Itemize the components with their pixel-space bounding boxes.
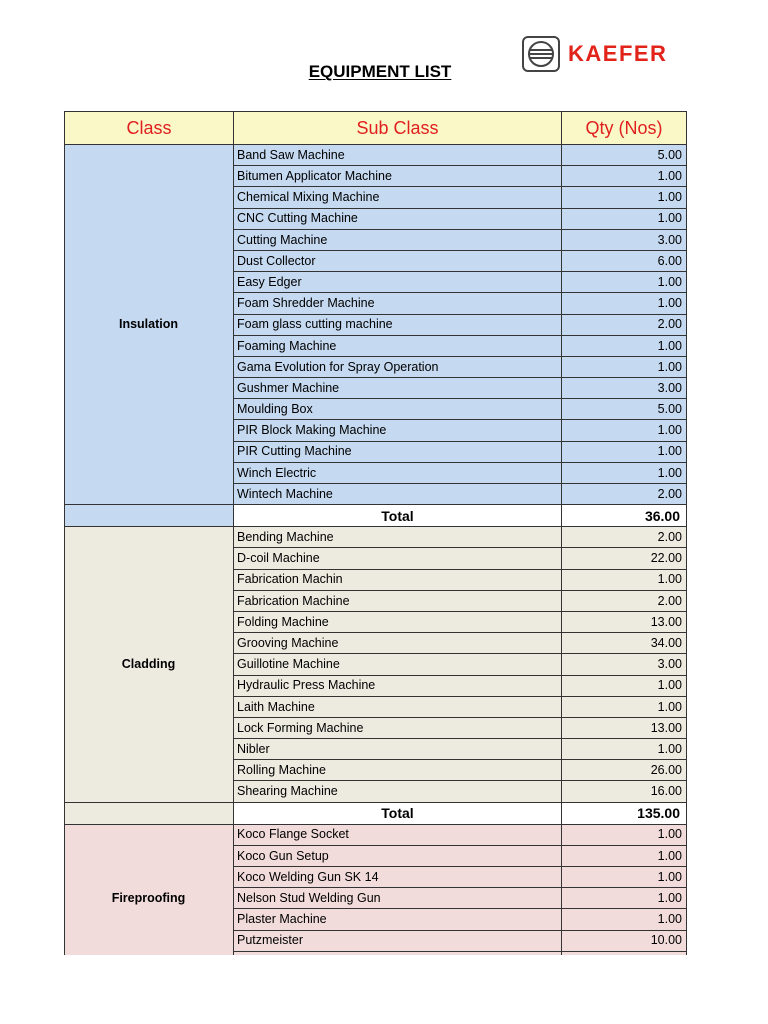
qty-cell: 1.00: [562, 909, 687, 930]
class-cell: Fireproofing: [65, 824, 234, 955]
kaefer-logo-text: KAEFER: [568, 41, 668, 66]
subclass-cell: Bitumen Applicator Machine: [234, 166, 562, 187]
subclass-cell: Rolling Machine: [234, 760, 562, 781]
qty-cell: 10.00: [562, 930, 687, 951]
subclass-cell: Grooving Machine: [234, 633, 562, 654]
qty-cell: 1.00: [562, 441, 687, 462]
subclass-cell: Foam glass cutting machine: [234, 314, 562, 335]
subclass-cell: Plaster Machine: [234, 909, 562, 930]
subclass-cell: Nibler: [234, 739, 562, 760]
subclass-cell: Bending Machine: [234, 527, 562, 548]
subclass-cell: Easy Edger: [234, 272, 562, 293]
qty-cell: 3.00: [562, 229, 687, 250]
qty-cell: 1.00: [562, 335, 687, 356]
qty-cell: 1.00: [562, 187, 687, 208]
subclass-cell: PIR Block Making Machine: [234, 420, 562, 441]
header-qty: Qty (Nos): [562, 112, 687, 145]
total-blank-cell: [65, 505, 234, 527]
qty-cell: 6.00: [562, 250, 687, 271]
header-class: Class: [65, 112, 234, 145]
qty-cell: 5.00: [562, 145, 687, 166]
subclass-cell: Folding Machine: [234, 611, 562, 632]
qty-cell: 1.00: [562, 420, 687, 441]
qty-cell: 5.00: [562, 399, 687, 420]
qty-cell: 1.00: [562, 824, 687, 845]
qty-cell: 16.00: [562, 781, 687, 802]
header-subclass: Sub Class: [234, 112, 562, 145]
subclass-cell: Gama Evolution for Spray Operation: [234, 356, 562, 377]
table-row: [65, 145, 687, 166]
subclass-cell: [234, 951, 562, 955]
qty-cell: 1.00: [562, 569, 687, 590]
subclass-cell: Koco Flange Socket: [234, 824, 562, 845]
qty-cell: 34.00: [562, 633, 687, 654]
total-blank-cell: [65, 802, 234, 824]
subclass-cell: CNC Cutting Machine: [234, 208, 562, 229]
subclass-cell: Winch Electric: [234, 462, 562, 483]
qty-cell: 2.00: [562, 314, 687, 335]
qty-cell: 3.00: [562, 654, 687, 675]
subclass-cell: Shearing Machine: [234, 781, 562, 802]
subclass-cell: Wintech Machine: [234, 484, 562, 505]
subclass-cell: PIR Cutting Machine: [234, 441, 562, 462]
total-row: [65, 802, 687, 824]
subclass-cell: Guillotine Machine: [234, 654, 562, 675]
subclass-cell: Gushmer Machine: [234, 378, 562, 399]
qty-cell: 2.00: [562, 484, 687, 505]
subclass-cell: Moulding Box: [234, 399, 562, 420]
subclass-cell: Nelson Stud Welding Gun: [234, 888, 562, 909]
total-label: Total: [234, 802, 562, 824]
subclass-cell: Band Saw Machine: [234, 145, 562, 166]
table-header-row: [65, 112, 687, 145]
subclass-cell: Laith Machine: [234, 696, 562, 717]
subclass-cell: Fabrication Machine: [234, 590, 562, 611]
subclass-cell: Putzmeister: [234, 930, 562, 951]
equipment-table: [64, 111, 687, 955]
qty-cell: 2.00: [562, 590, 687, 611]
class-cell: Insulation: [65, 145, 234, 505]
page-title: EQUIPMENT LIST: [308, 62, 452, 81]
subclass-cell: Hydraulic Press Machine: [234, 675, 562, 696]
qty-cell: 1.00: [562, 845, 687, 866]
subclass-cell: Chemical Mixing Machine: [234, 187, 562, 208]
qty-cell: 1.00: [562, 272, 687, 293]
class-cell: Cladding: [65, 527, 234, 802]
qty-cell: 1.00: [562, 208, 687, 229]
qty-cell: [562, 951, 687, 955]
total-row: [65, 505, 687, 527]
qty-cell: 3.00: [562, 378, 687, 399]
qty-cell: 1.00: [562, 293, 687, 314]
subclass-cell: Foaming Machine: [234, 335, 562, 356]
subclass-cell: Foam Shredder Machine: [234, 293, 562, 314]
subclass-cell: Cutting Machine: [234, 229, 562, 250]
qty-cell: 2.00: [562, 527, 687, 548]
qty-cell: 13.00: [562, 611, 687, 632]
qty-cell: 1.00: [562, 356, 687, 377]
qty-cell: 1.00: [562, 696, 687, 717]
qty-cell: 1.00: [562, 888, 687, 909]
qty-cell: 1.00: [562, 462, 687, 483]
table-row: [65, 527, 687, 548]
table-row: [65, 824, 687, 845]
qty-cell: 22.00: [562, 548, 687, 569]
qty-cell: 13.00: [562, 717, 687, 738]
subclass-cell: Koco Welding Gun SK 14: [234, 867, 562, 888]
qty-cell: 26.00: [562, 760, 687, 781]
total-label: Total: [234, 505, 562, 527]
qty-cell: 1.00: [562, 867, 687, 888]
total-value: 36.00: [562, 505, 687, 527]
subclass-cell: Lock Forming Machine: [234, 717, 562, 738]
qty-cell: 1.00: [562, 166, 687, 187]
subclass-cell: Fabrication Machin: [234, 569, 562, 590]
total-value: 135.00: [562, 802, 687, 824]
subclass-cell: Dust Collector: [234, 250, 562, 271]
qty-cell: 1.00: [562, 675, 687, 696]
subclass-cell: Koco Gun Setup: [234, 845, 562, 866]
subclass-cell: D-coil Machine: [234, 548, 562, 569]
qty-cell: 1.00: [562, 739, 687, 760]
